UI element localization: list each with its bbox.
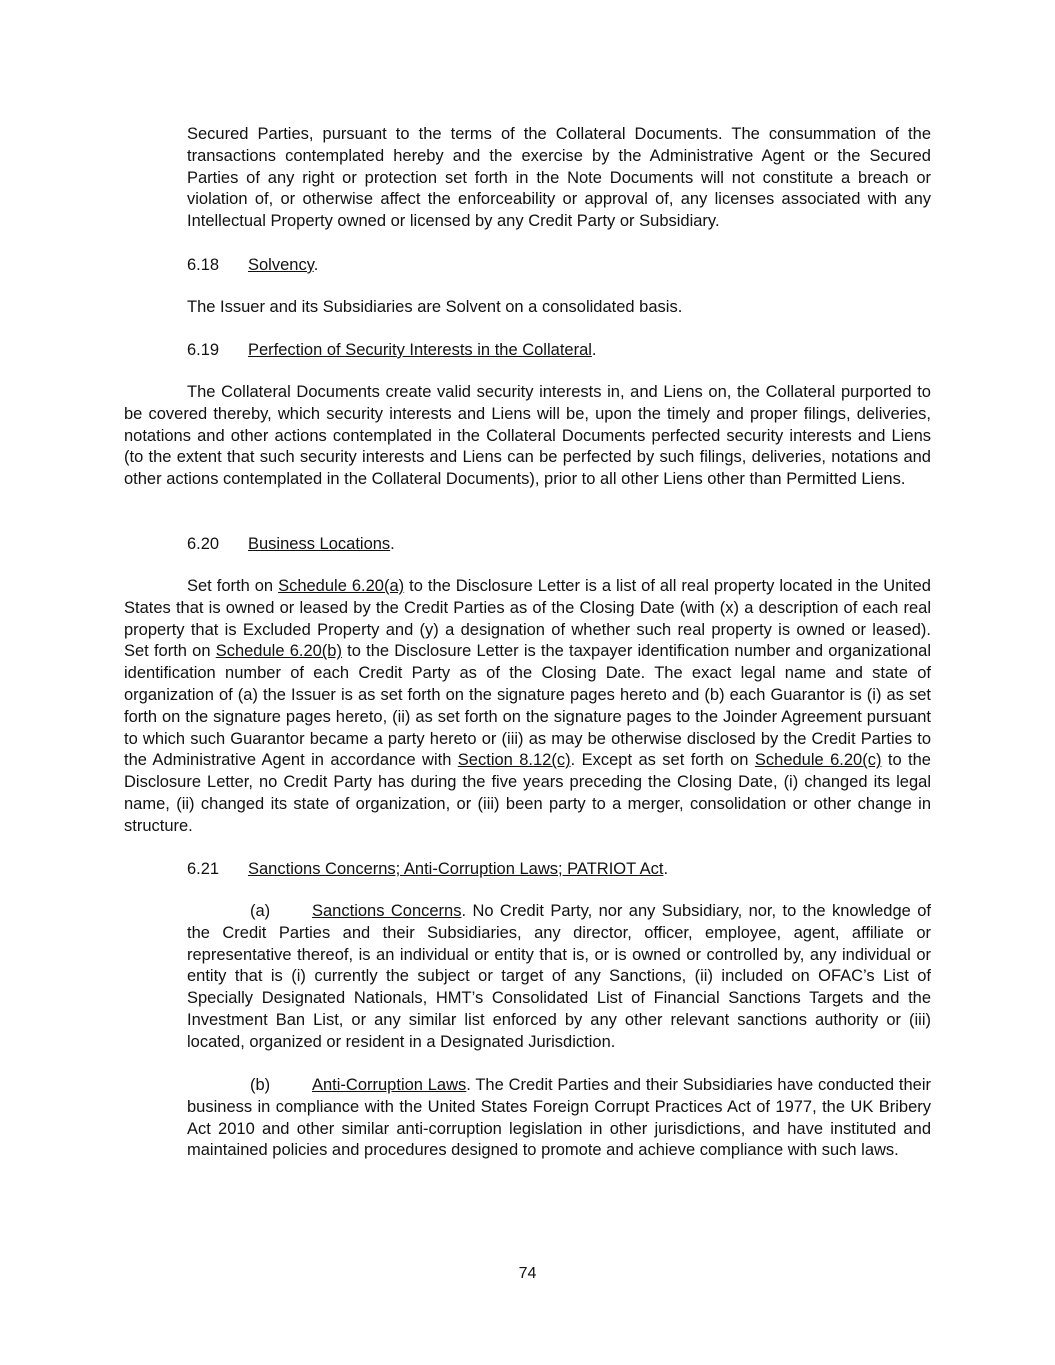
subsection-a-sanctions: [187, 901, 931, 1054]
subsection-number: (b): [250, 1076, 271, 1094]
section-6-21-heading: [187, 859, 668, 881]
section-number: 6.18: [187, 256, 220, 274]
text-run: Set forth on: [187, 577, 279, 595]
text-run: to the Disclosure Letter is a list of all real property located in the United States that is owned or leased by the Credit Parties as of the Closing Date (with (x) a description of each real property that is Excluded Property and (y) a designation of whether such real property is owned or leased). Set forth on: [124, 577, 931, 661]
section-title: Sanctions Concerns; Anti-Corruption Laws; PATRIOT Act: [248, 860, 664, 878]
paragraph-solvency: The Issuer and its Subsidiaries are Solvent on a consolidated basis.: [187, 298, 683, 316]
section-6-18-heading: [187, 255, 318, 277]
heading-period: .: [390, 535, 395, 553]
subsection-number: (a): [250, 902, 271, 920]
section-title: Perfection of Security Interests in the Collateral: [248, 341, 592, 359]
subsection-title: Sanctions Concerns: [312, 902, 462, 920]
subsection-body: . No Credit Party, nor any Subsidiary, nor, to the knowledge of the Credit Parties and their Subsidiaries, any director, officer, employee, agent, affiliate or representative thereof, is an individual or entity that is, or is owned or controlled by, any individual or entity that is (i) currently the subject or target of any Sanctions, (ii) included on OFAC’s List of Specially Designated Nationals, HMT’s Consolidated List of Financial Sanctions Targets and the Investment Ban List, or any similar list enforced by any other relevant sanctions authority or (iii) located, organized or resident in a Designated Jurisdiction.: [187, 902, 931, 1051]
text-run: to the Disclosure Letter, no Credit Party has during the five years preceding the Closing Date, (i) changed its legal name, (ii) changed its state of organization, or (iii) been party to a merger, consolidation or other change in structure.: [124, 751, 931, 835]
paragraph-business-locations: [124, 576, 931, 838]
section-6-19-heading: [187, 340, 597, 362]
page-number: 74: [518, 1265, 537, 1282]
text-run: to the Disclosure Letter is the taxpayer identification number and organizational identification number of each Credit Party as of the Closing Date. The exact legal name and state of organization of (a) the Issuer is as set forth on the signature pages hereto and (b) each Guarantor is (i) as set forth on the signature pages hereto, (ii) as set forth on the signature pages to the Joinder Agreement pursuant to which such Guarantor became a party hereto or (iii) as may be otherwise disclosed by the Credit Parties to the Administrative Agent in accordance with: [124, 642, 932, 770]
schedule-6-20c-reference: Schedule 6.20(c): [754, 751, 882, 770]
heading-period: .: [663, 860, 669, 878]
subsection-b-anti-corruption: [187, 1075, 931, 1162]
heading-period: .: [313, 256, 319, 274]
section-6-20-heading: [187, 534, 395, 556]
paragraph-perfection: The Collateral Documents create valid security interests in, and Liens on, the Collateral purported to be covered thereby, which security interests and Liens will be, upon the timely and proper filings, deliveries, notations and other actions contemplated in the Collateral Documents perfected security interests and Liens (to the extent that such security interests and Liens can be perfected by such filings, deliveries, notations and other actions contemplated in the Collateral Documents), prior to all other Liens other than Permitted Liens.: [124, 383, 931, 489]
section-number: 6.20: [187, 535, 220, 553]
section-title: Solvency: [248, 256, 314, 274]
text-run: . Except as set forth on: [570, 751, 755, 770]
section-title: Business Locations: [248, 535, 391, 553]
section-8-12c-reference: Section 8.12(c): [457, 751, 571, 770]
section-number: 6.19: [187, 341, 220, 359]
heading-period: .: [591, 341, 597, 359]
section-number: 6.21: [187, 860, 220, 878]
subsection-body: . The Credit Parties and their Subsidiaries have conducted their business in compliance with the United States Foreign Corrupt Practices Act of 1977, the UK Bribery Act 2010 and other similar anti-corruption legislation in other jurisdictions, and have instituted and maintained policies and procedures designed to promote and achieve compliance with such laws.: [187, 1076, 931, 1160]
schedule-6-20b-reference: Schedule 6.20(b): [215, 642, 342, 661]
subsection-title: Anti-Corruption Laws: [312, 1076, 467, 1094]
schedule-6-20a-reference: Schedule 6.20(a): [278, 577, 405, 595]
paragraph-intro: Secured Parties, pursuant to the terms of the Collateral Documents. The consummation of the transactions contemplated hereby and the exercise by the Administrative Agent or the Secured Parties of any right or protection set forth in the Note Documents will not constitute a breach or violation of, or otherwise affect the enforceability or approval of, any licenses associated with any Intellectual Property owned or licensed by any Credit Party or Subsidiary.: [187, 125, 931, 231]
